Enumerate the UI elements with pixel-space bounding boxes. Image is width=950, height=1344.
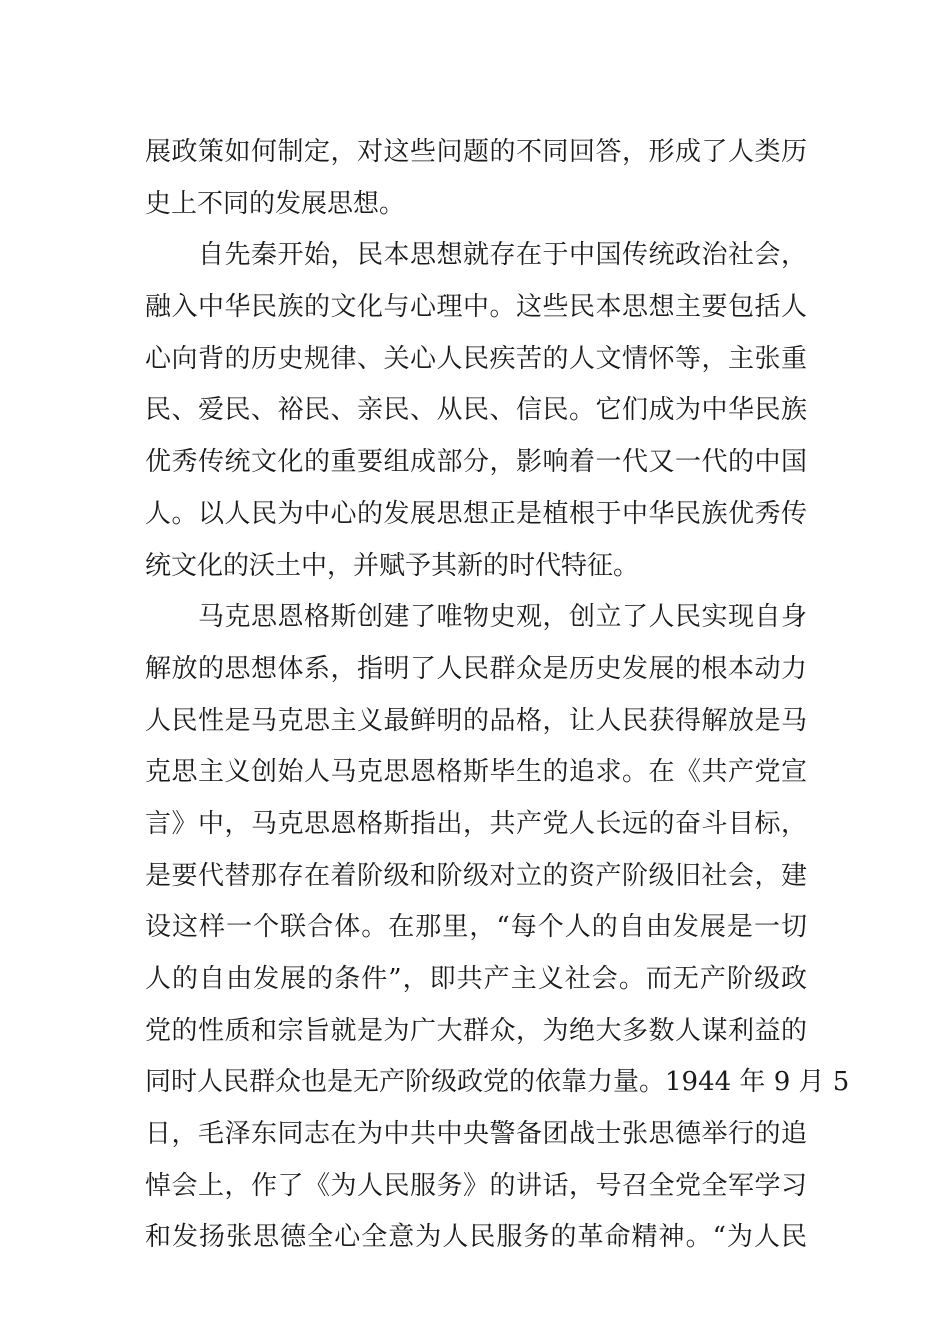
text-line: 展政策如何制定，对这些问题的不同回答，形成了人类历 xyxy=(145,137,807,167)
text-line: 史上不同的发展思想。 xyxy=(145,188,406,219)
text-line: 党的性质和宗旨就是为广大群众，为绝大多数人谋利益的 xyxy=(145,1015,807,1046)
body-text xyxy=(145,127,850,1264)
text-line: 统文化的沃土中，并赋予其新的时代特征。 xyxy=(145,550,640,581)
text-line: 解放的思想体系，指明了人民群众是历史发展的根本动力 xyxy=(145,653,807,684)
text-line: 优秀传统文化的重要组成部分，影响着一代又一代的中国 xyxy=(145,447,807,478)
text-line: 言》中，马克思恩格斯指出，共产党人长远的奋斗目标， xyxy=(145,808,807,839)
text-line: 日，毛泽东同志在为中共中央警备团战士张思德举行的追 xyxy=(145,1119,807,1150)
text-line: 设这样一个联合体。在那里，“每个人的自由发展是一切 xyxy=(145,912,807,943)
text-line: 人民性是马克思主义最鲜明的品格，让人民获得解放是马 xyxy=(145,705,807,736)
text-line: 人。以人民为中心的发展思想正是植根于中华民族优秀传 xyxy=(145,498,807,529)
text-line: 心向背的历史规律、关心人民疾苦的人文情怀等，主张重 xyxy=(145,343,807,374)
text-line: 马克思恩格斯创建了唯物史观，创立了人民实现自身 xyxy=(145,602,807,633)
text-line: 同时人民群众也是无产阶级政党的依靠力量。1944 年 9 月 5 xyxy=(145,1067,850,1098)
text-line: 人的自由发展的条件”，即共产主义社会。而无产阶级政 xyxy=(145,964,807,994)
text-line: 克思主义创始人马克思恩格斯毕生的追求。在《共产党宣 xyxy=(145,757,807,788)
text-line: 民、爱民、裕民、亲民、从民、信民。它们成为中华民族 xyxy=(145,395,807,426)
text-line: 是要代替那存在着阶级和阶级对立的资产阶级旧社会，建 xyxy=(145,860,807,891)
text-line: 悼会上，作了《为人民服务》的讲话，号召全党全军学习 xyxy=(145,1170,807,1201)
text-line: 自先秦开始，民本思想就存在于中国传统政治社会， xyxy=(145,240,807,271)
text-line: 和发扬张思德全心全意为人民服务的革命精神。“为人民 xyxy=(145,1222,807,1253)
text-line: 融入中华民族的文化与心理中。这些民本思想主要包括人 xyxy=(145,292,807,323)
